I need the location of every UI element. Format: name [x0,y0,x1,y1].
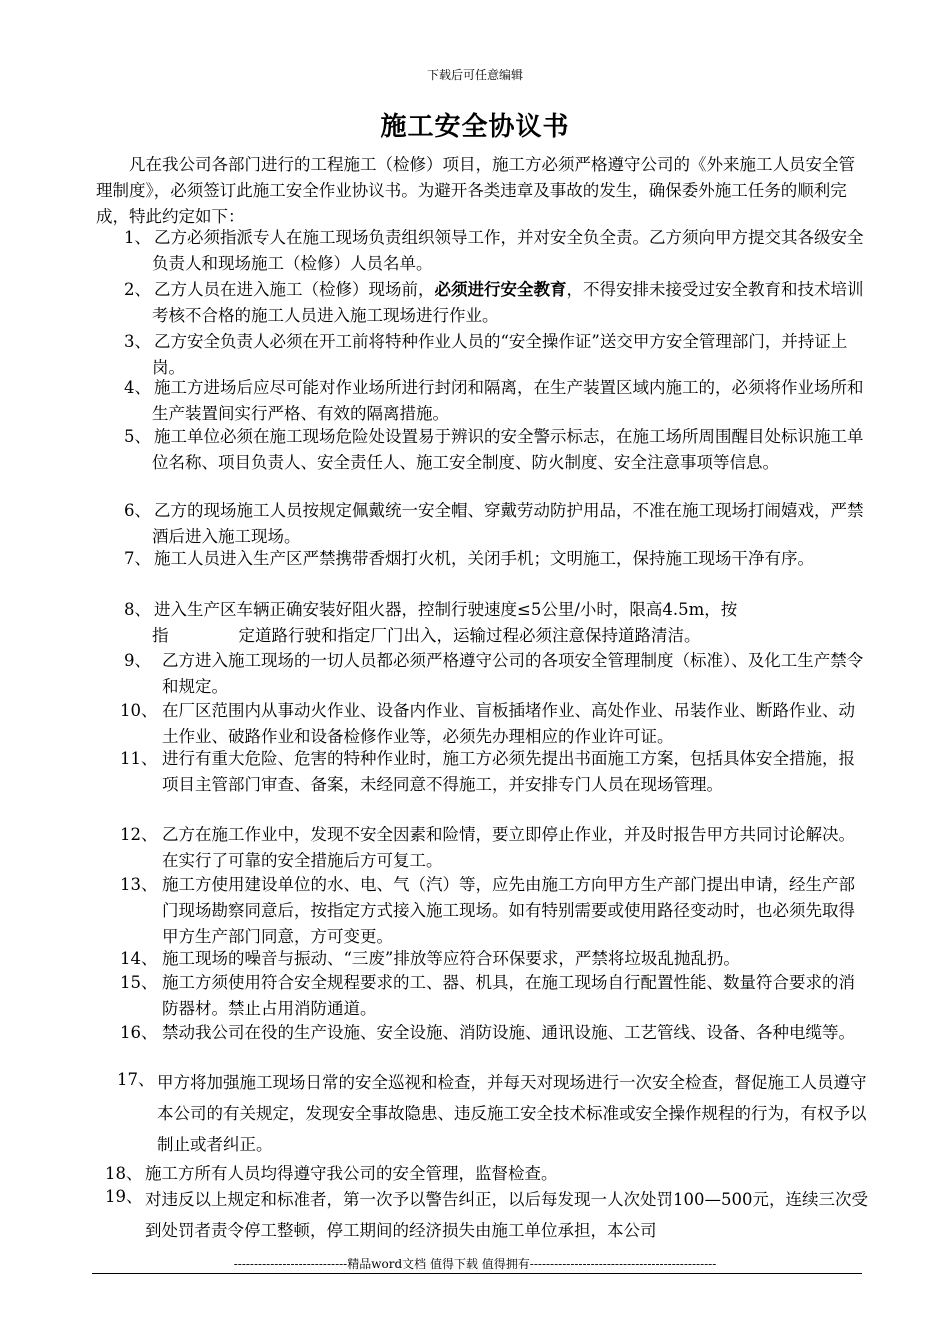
clause-text: 施工单位必须在施工现场危险处设置易于辨识的安全警示标志，在施工场所周围醒目处标识施工单位名称、项目负责人、安全责任人、施工安全制度、防火制度、安全注意事项等信息。 [152,427,864,472]
clause-text: 禁动我公司在役的生产设施、安全设施、消防设施、通讯设施、工艺管线、设备、各种电缆等。 [162,1023,855,1042]
clause-number: 6、 [124,501,151,520]
clause-19 [105,1184,875,1246]
clause-number: 5、 [124,427,151,446]
clause-text: 在厂区范围内从事动火作业、设备内作业、盲板插堵作业、高处作业、吊装作业、断路作业、动土作业、破路作业和设备检修作业等，必须先办理相应的作业许可证。 [162,701,855,746]
document-title: 施工安全协议书 [380,112,570,142]
clause-text: 施工方使用建设单位的水、电、气（汽）等，应先由施工方向甲方生产部门提出申请，经生产部门现场勘察同意后，按指定方式接入施工现场。如有特别需要或使用路径变动时，也必须先取得甲方生产部门同意，方可变更。 [162,875,855,946]
clause-text: 施工方进场后应尽可能对作业场所进行封闭和隔离，在生产装置区域内施工的，必须将作业场所和生产装置间实行严格、有效的隔离措施。 [152,378,864,423]
clause-11 [120,746,867,798]
clause-text: 乙方安全负责人必须在开工前将特种作业人员的“安全操作证”送交甲方安全管理部门，并持证上岗。 [152,332,848,377]
clause-5 [124,424,867,476]
clause-2 [124,277,867,329]
clause-4 [124,375,867,427]
clause-12 [120,822,867,874]
clause-15 [120,970,867,1022]
clause-9 [124,648,867,700]
clause-number: 3、 [124,332,151,351]
clause-text: 施工人员进入生产区严禁携带香烟打火机，关闭手机；文明施工，保持施工现场干净有序。 [154,549,814,568]
clause-number: 19、 [105,1187,143,1206]
clause-text: 进行有重大危险、危害的特种作业时，施工方必须先提出书面施工方案，包括具体安全措施，报项目主管部门审查、备案，未经同意不得施工，并安排专门人员在现场管理。 [162,749,855,794]
clause-text-part: 指 [152,626,169,645]
clause-number: 15、 [120,973,158,992]
clause-text: 乙方必须指派专人在施工现场负责组织领导工作，并对安全负全责。乙方须向甲方提交其各级安全负责人和现场施工（检修）人员名单。 [152,228,864,273]
clause-text: 施工方须使用符合安全规程要求的工、器、机具，在施工现场自行配置性能、数量符合要求的消防器材。禁止占用消防通道。 [162,973,855,1018]
clause-13 [120,872,867,950]
clause-number: 10、 [120,701,158,720]
clause-text: 对违反以上规定和标准者，第一次予以警告纠正，以后每发现一人次处罚100—500元，连续三次受到处罚者责令停工整顿，停工期间的经济损失由施工单位承担，本公司 [145,1190,868,1240]
clause-16 [120,1020,867,1046]
clause-number: 9、 [124,651,151,670]
clause-3 [124,329,867,381]
clause-number: 1、 [124,228,151,247]
clause-text-part: 乙方人员在进入施工（检修）现场前， [154,280,435,299]
page-footer: ----------------------------精品word文档 值得下载 值得拥有---------------------------------------------- [233,1257,717,1271]
footer-divider [92,1273,862,1274]
page-header: 下载后可任意编辑 [426,68,523,82]
clause-number: 2、 [124,280,151,299]
clause-7 [124,546,867,572]
clause-number: 18、 [105,1164,143,1183]
clause-text: 施工现场的噪音与振动、“三废”排放等应符合环保要求，严禁将垃圾乱抛乱扔。 [162,949,740,968]
clause-text: 乙方进入施工现场的一切人员都必须严格遵守公司的各项安全管理制度（标准）、及化工生产禁令和规定。 [162,651,864,696]
clause-text: 施工方所有人员均得遵守我公司的安全管理，监督检查。 [145,1164,558,1183]
clause-text: 乙方的现场施工人员按规定佩戴统一安全帽、穿戴劳动防护用品，不准在施工现场打闹嬉戏，严禁酒后进入施工现场。 [152,501,864,546]
clause-text-part: ，不得安排未接受过安全教育和技术培训考核不合格的施工人员进入施工现场进行作业。 [152,280,864,325]
clause-14 [120,946,867,972]
clause-text [152,277,867,329]
clause-17 [117,1067,867,1160]
clause-number: 8、 [124,600,151,619]
clause-8 [124,597,867,649]
clause-10 [120,698,867,750]
clause-text-line: 进入生产区车辆正确安装好阻火器，控制行驶速度≤5公里/小时，限高4.5m，按 [154,600,738,619]
clause-6 [124,498,867,550]
clause-number: 7、 [124,549,151,568]
clause-number: 11、 [120,749,158,768]
clause-1 [124,225,867,277]
clause-number: 4、 [124,378,151,397]
clause-number: 14、 [120,949,158,968]
intro-paragraph: 凡在我公司各部门进行的工程施工（检修）项目，施工方必须严格遵守公司的《外来施工人员安全管理制度》，必须签订此施工安全作业协议书。为避开各类违章及事故的发生，确保委外施工任务的顺利完成，特此约定如下： [96,155,855,226]
clause-text-line [152,623,867,649]
clause-text-part: 定道路行驶和指定厂门出入，运输过程必须注意保持道路清洁。 [238,626,701,645]
clause-number: 12、 [120,825,158,844]
clause-emphasis: 必须进行安全教育 [434,280,567,299]
clause-number: 13、 [120,875,158,894]
clause-text: 甲方将加强施工现场日常的安全巡视和检查，并每天对现场进行一次安全检查，督促施工人员遵守本公司的有关规定，发现安全事故隐患、违反施工安全技术标准或安全操作规程的行为，有权予以制止或者纠正。 [157,1073,867,1154]
clause-text: 乙方在施工作业中，发现不安全因素和险情，要立即停止作业，并及时报告甲方共同讨论解决。在实行了可靠的安全措施后方可复工。 [162,825,855,870]
clause-number: 16、 [120,1023,158,1042]
clause-number: 17、 [117,1070,155,1089]
